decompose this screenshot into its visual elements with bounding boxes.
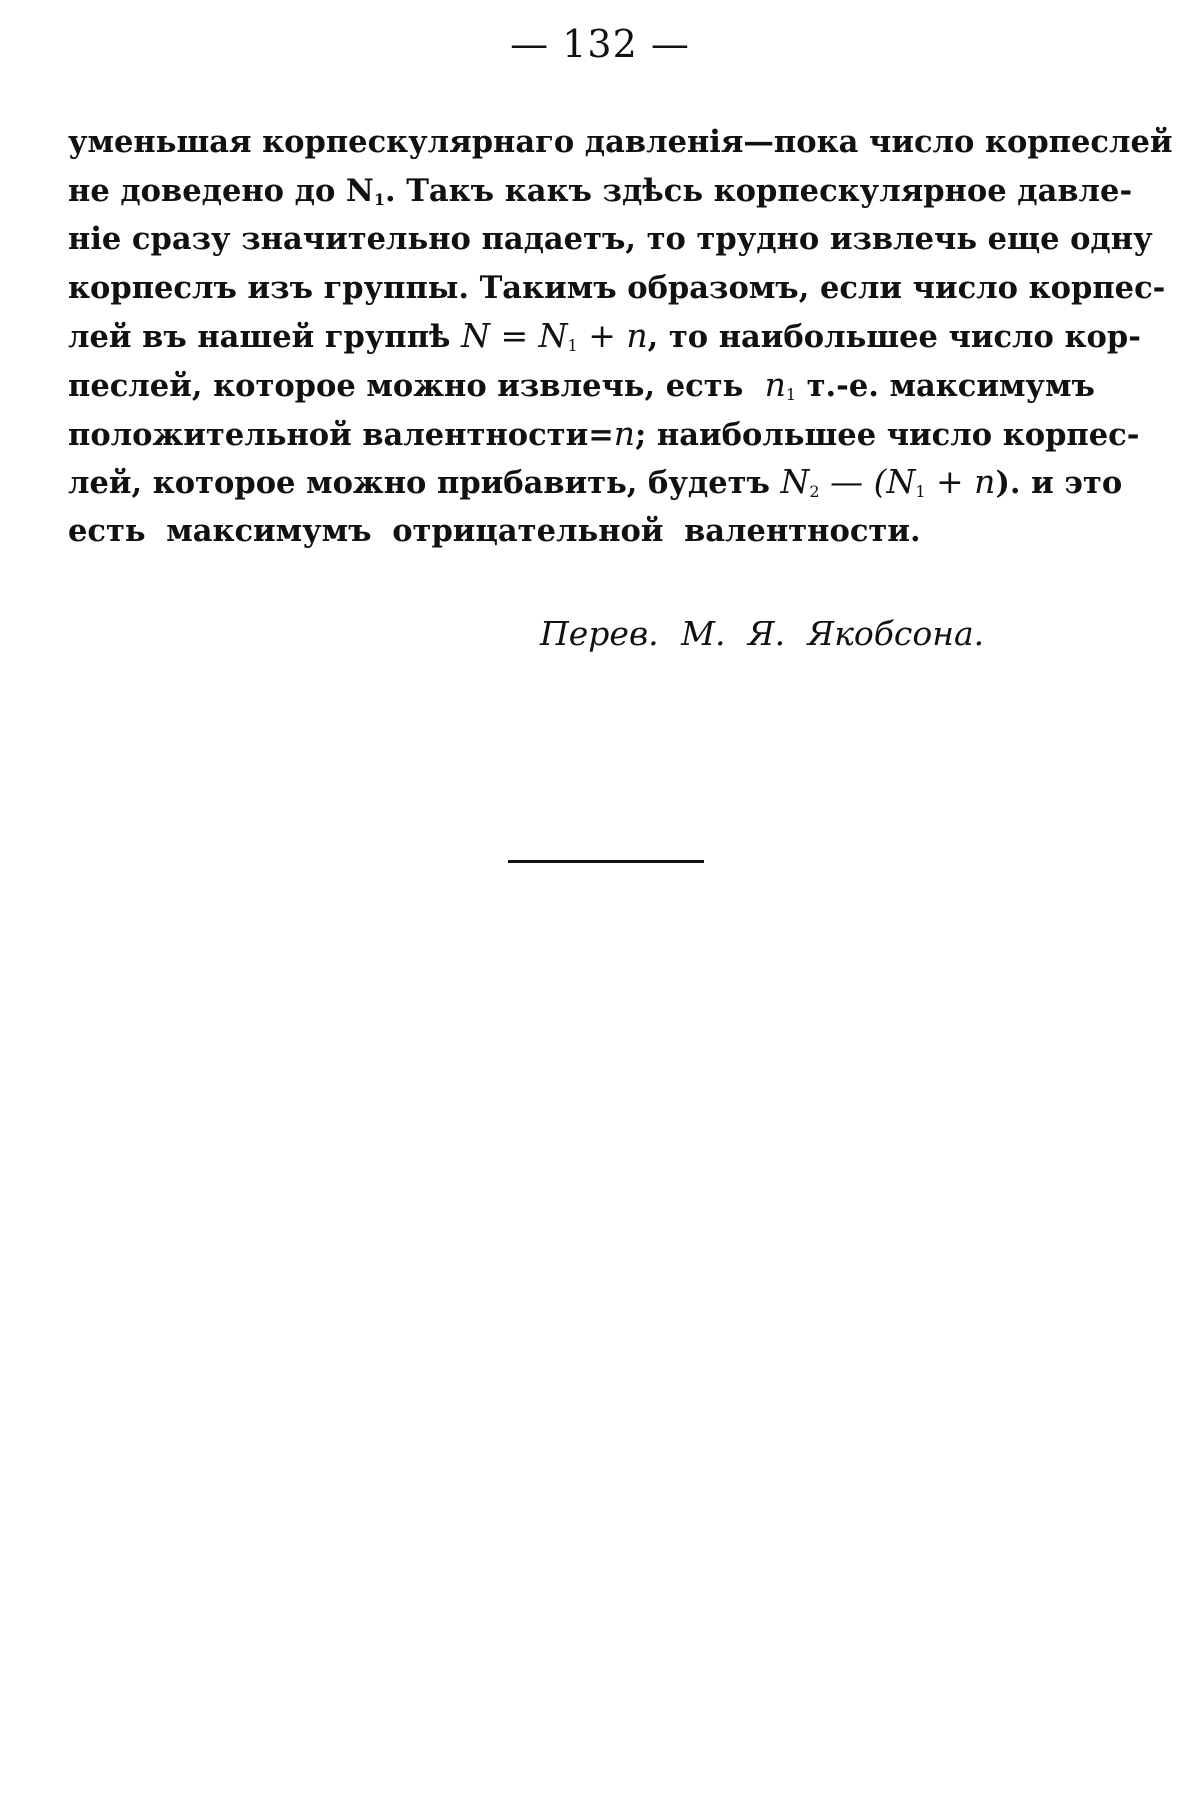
text-segment: ніе сразу значительно падаетъ, то трудно извлечь еще одну	[68, 221, 1153, 258]
subscript: 1	[373, 189, 385, 209]
body-text	[68, 118, 1173, 555]
math-symbol: $n_1$	[764, 364, 797, 404]
text-segment: лей, которое можно прибавить, будетъ $N_2$ — $(N_1 + n)$. и это	[68, 462, 1123, 502]
text-line-1	[68, 118, 1173, 167]
text-segment: не доведено до $N_1$. Такъ какъ здѣсь корпескулярное давле-	[68, 172, 1133, 209]
text-segment: есть максимумъ отрицательной валентности.	[68, 512, 921, 549]
text-line-6	[68, 361, 1148, 410]
text-segment: лей въ нашей группѣ $N = N_1 + n$, то наибольшее число кор-	[68, 316, 1141, 356]
translator-signature: Перев. М. Я. Якобсона.	[540, 614, 985, 653]
section-divider-rule	[508, 860, 704, 863]
text-line-7	[68, 410, 1148, 459]
text-line-3	[68, 215, 1153, 264]
text-segment: корпеслъ изъ группы. Такимъ образомъ, если число корпес-	[68, 269, 1166, 306]
math-formula: $N_2$ — ($N_1 + n$	[780, 462, 996, 502]
text-line-4	[68, 264, 1166, 313]
math-formula: $N = N_1 + n$	[461, 316, 648, 356]
text-segment: уменьшая корпескулярнаго давленія—пока число корпеслей	[68, 124, 1173, 160]
text-line-5	[68, 312, 1148, 361]
text-segment: положительной валентности=n; наибольшее число корпес-	[68, 413, 1140, 453]
math-symbol: n	[613, 413, 636, 453]
text-line-2	[68, 167, 1148, 216]
page-number: — 132 —	[510, 22, 690, 66]
text-line-9	[68, 507, 1148, 556]
text-line-8	[68, 458, 1148, 507]
text-segment: песлей, которое можно извлечь, есть $n_1$ т.-е. максимумъ	[68, 364, 1095, 404]
